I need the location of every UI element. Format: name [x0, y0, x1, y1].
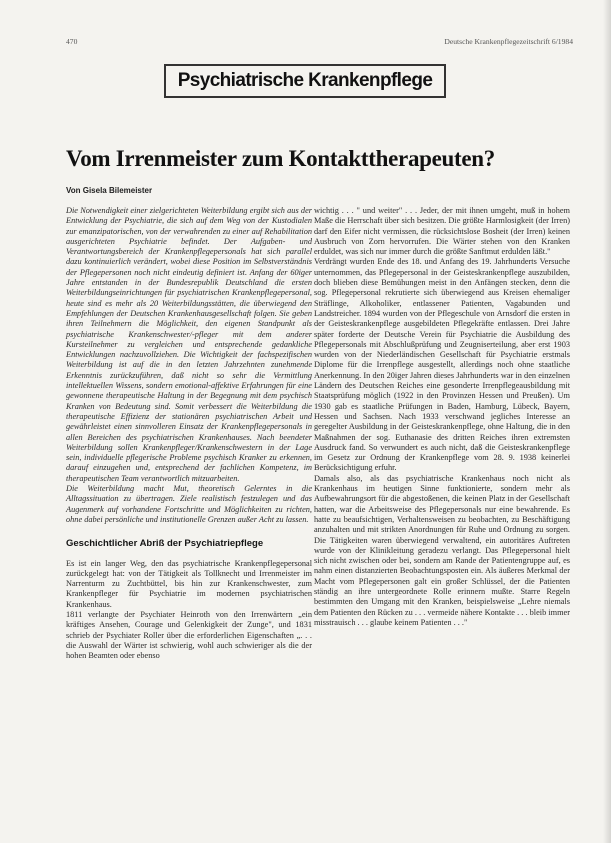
section-subheading: Geschichtlicher Abriß der Psychiatriepflege: [66, 538, 264, 550]
page-edge-shadow: [603, 0, 611, 843]
body-paragraph: Damals also, als das psychiatrische Krankenhaus noch nicht als Krankenhaus im heutigen Sinne funktionierte, sondern mehr als Aufbewahrungsort für die abgestoßenen, die keinen Platz in der Gesellschaft hatten, war die Arbeitsweise des Pflegepersonals nur eine bewahrende. Es hatte zu beaufsichtigen, Verhaltensweisen zu beobachten, zu Beschäftigung anzuhalten und mit strikten Anordnungen für Ruhe und Ordnung zu sorgen. Die Tätigkeiten waren überwiegend verwaltend, ein autoritäres Auftreten wurde von der Klinikleitung geradezu verlangt. Das Pflegepersonal hielt sich nicht zwischen oder bei, sondern am Rande der Patientengruppe auf, es nahm einen distanzierten Beobachtungsposten ein. Als äußeres Merkmal der Macht vom Pflegepersonen galt ein großer Schlüssel, der die Patienten ständig an ihre untergeordnete Rolle erinnern mußte. Starre Regeln bestimmten den Umgang mit den Kranken, beispielsweise „Lehre niemals dem Patienten den Rücken zu . . . vermeide nähere Kontakte . . . bleib immer misstrauisch . . . glaube keinem Patienten . . .": [314, 473, 570, 627]
intro-paragraph-2: Die Weiterbildung macht Mut, theoretisch Gelerntes in die Alltagssituation zu übertragen. Ziele realistisch festzulegen und das Augenmerk auf vorhandene Fortschritte und Möglichkeiten zu richten, ohne dabei persönliche und institutionelle Grenzen außer Acht zu lassen.: [66, 484, 312, 524]
body-paragraph: Verdrängt wurden Ende des 18. und Anfang des 19. Jahrhunderts Versuche unternommen, das Pflegepersonal in der Geisteskrankenpflege auszubilden, doch blieben diese Bemühungen meist in den Anfängen stecken, denn die sog. Pflegepersonal rekrutierte sich überwiegend aus Kreisen ehemaliger Sträflinge, Alkoholiker, entlassener Patienten, Vagabunden und Landstreicher. 1894 wurden von der Pflegeschule von Arnsdorf die ersten in der Geisteskrankenpflege ausgebildeten Pflegekräfte entlassen. Drei Jahre später forderte der Deutsche Verein für Psychiatrie die Ausbildung des Pflegepersonals mit Abschlußprüfung und Zeugniserteilung, aber erst 1903 wurden von der Niederländischen Gesellschaft für Psychiatrie erstmals Diplome für die Irrenpflege ausgestellt, allerdings noch ohne staatliche Anerkennung. In den 20iger Jahren dieses Jahrhunderts war in den einzelnen Ländern des Deutschen Reiches eine gesonderte Irrenpflegeausbildung mit Staatsprüfung möglich (1922 in den Provinzen Hessen und Preußen). Um 1930 gab es staatliche Prüfungen in Baden, Hamburg, Lübeck, Bayern, Hessen und Sachsen. Nach 1933 verschwand jegliches Interesse an geregelter Ausbildung in der Geisteskrankenpflege, ohne Haltung, die in den Maßnahmen der sog. Euthanasie des dritten Reiches ihren extremsten Ausdruck fand. So verwundert es auch nicht, daß die Geisteskrankenpflege im Gesetz zur Ordnung der Krankenpflege vom 28. 9. 1938 keinerlei Berücksichtigung erfuhr.: [314, 257, 570, 473]
intro-paragraph: Die Notwendigkeit einer zielgerichteten Weiterbildung ergibt sich aus der Entwicklung der Psychiatrie, die sich auf dem Weg von der Kustodialen zur emanzipatorischen, von der verwahrenden zu einer auf Rehabilitation ausgerichteten Psychiatrie befindet. Der Aufgaben- und Verantwortungsbereich der Krankenpflegepersonals hat sich parallel dazu kontinuierlich verändert, wobei diese Position im Selbstverständnis der Pflegepersonen noch nicht eindeutig definiert ist. Anfang der 60iger Jahre entstanden in der Bundesrepublik Deutschland die ersten Weiterbildungseinrichtungen für psychiatrischen Krankenpflegepersonal, heute sind es mehr als 20 Weiterbildungsstätten, die überwiegend den Empfehlungen der Deutschen Krankenhausgesellschaft folgen. Sie geben ihren Teilnehmern die Möglichkeit, den eigenen Standpunkt als psychiatrische Krankenschwester/-pfleger mit dem anderer Kursteilnehmer zu vergleichen und entsprechende gedankliche Entwicklungen nachzuvollziehen. Die Wichtigkeit der fachspezifischen Weiterbildung ist auf die in den letzten Jahrzehnten zunehmende Erkenntnis zurückzuführen, daß nicht so sehr die Vermittlung intellektuellen Wissens, sondern emotional-affektive Erfahrungen für eine gewonnene therapeutische Haltung in der Begegnung mit dem psychisch Kranken von Bedeutung sind. Somit verbessert die Weiterbildung die therapeutische Effizienz der stationären psychiatrischen Arbeit und gewährleistet einen sinnvolleren Einsatz der Krankenpflegepersonals in allen Bereichen des psychiatrischen Krankenhauses. Nach beendeter Weiterbildung sollen Krankenpfleger/Krankenschwestern in der Lage sein, individuelle pflegerische Probleme psychisch Kranker zu erkennen, darauf einzugehen und, entsprechend der fachlichen Kompetenz, im therapeutischen Team verantwortlich mitzuarbeiten.: [66, 206, 312, 483]
left-column: [66, 206, 312, 661]
page-number: 470: [66, 37, 78, 46]
article-author: Von Gisela Bilemeister: [66, 186, 153, 195]
body-paragraph: Es ist ein langer Weg, den das psychiatrische Krankenpflegepersonal zurückgelegt hat: von der Tätigkeit als Tollknecht und Irrenmeister im Narrenturm zu Zuchtbüttel, bis hin zur Krankenschwester, zum Krankenpfleger für Psychiatrie im modernen psychiatrischen Krankenhaus.: [66, 558, 312, 609]
body-paragraph: wichtig . . . " und weiter" . . . Jeder, der mit ihnen umgeht, muß in hohem Maße die Herrschaft über sich besitzen. Die größte Harmlosigkeit (der Irren) darf den Eifer nicht vermissen, die rücksichtslose Bosheit (der Irren) keinen Ausbruch von Zorn hervorrufen. Die Wärter stehen von den Kranken erduldet, was sich nur immer durch die größte Sanftmut erdulden läßt.": [314, 206, 570, 257]
section-title: Psychiatrische Krankenpflege: [177, 70, 433, 91]
section-title-box: [164, 64, 446, 98]
running-head: [66, 37, 573, 46]
article-title: Vom Irrenmeister zum Kontakttherapeuten?: [66, 146, 495, 171]
journal-name: Deutsche Krankenpflegezeitschrift 6/1984: [444, 37, 573, 46]
right-column: [314, 206, 570, 628]
body-paragraph: 1811 verlangte der Psychiater Heinroth von den Irrenwärtern „ein kräftiges Ansehen, Courage und Gelenkigkeit der Zunge", und 1831 schrieb der Psychiater Roller über die erforderlichen Eigenschaften „. . . die Auswahl der Wärter ist schwierig, wohl auch schwieriger als die der hohen Beamten oder ebenso: [66, 609, 312, 661]
